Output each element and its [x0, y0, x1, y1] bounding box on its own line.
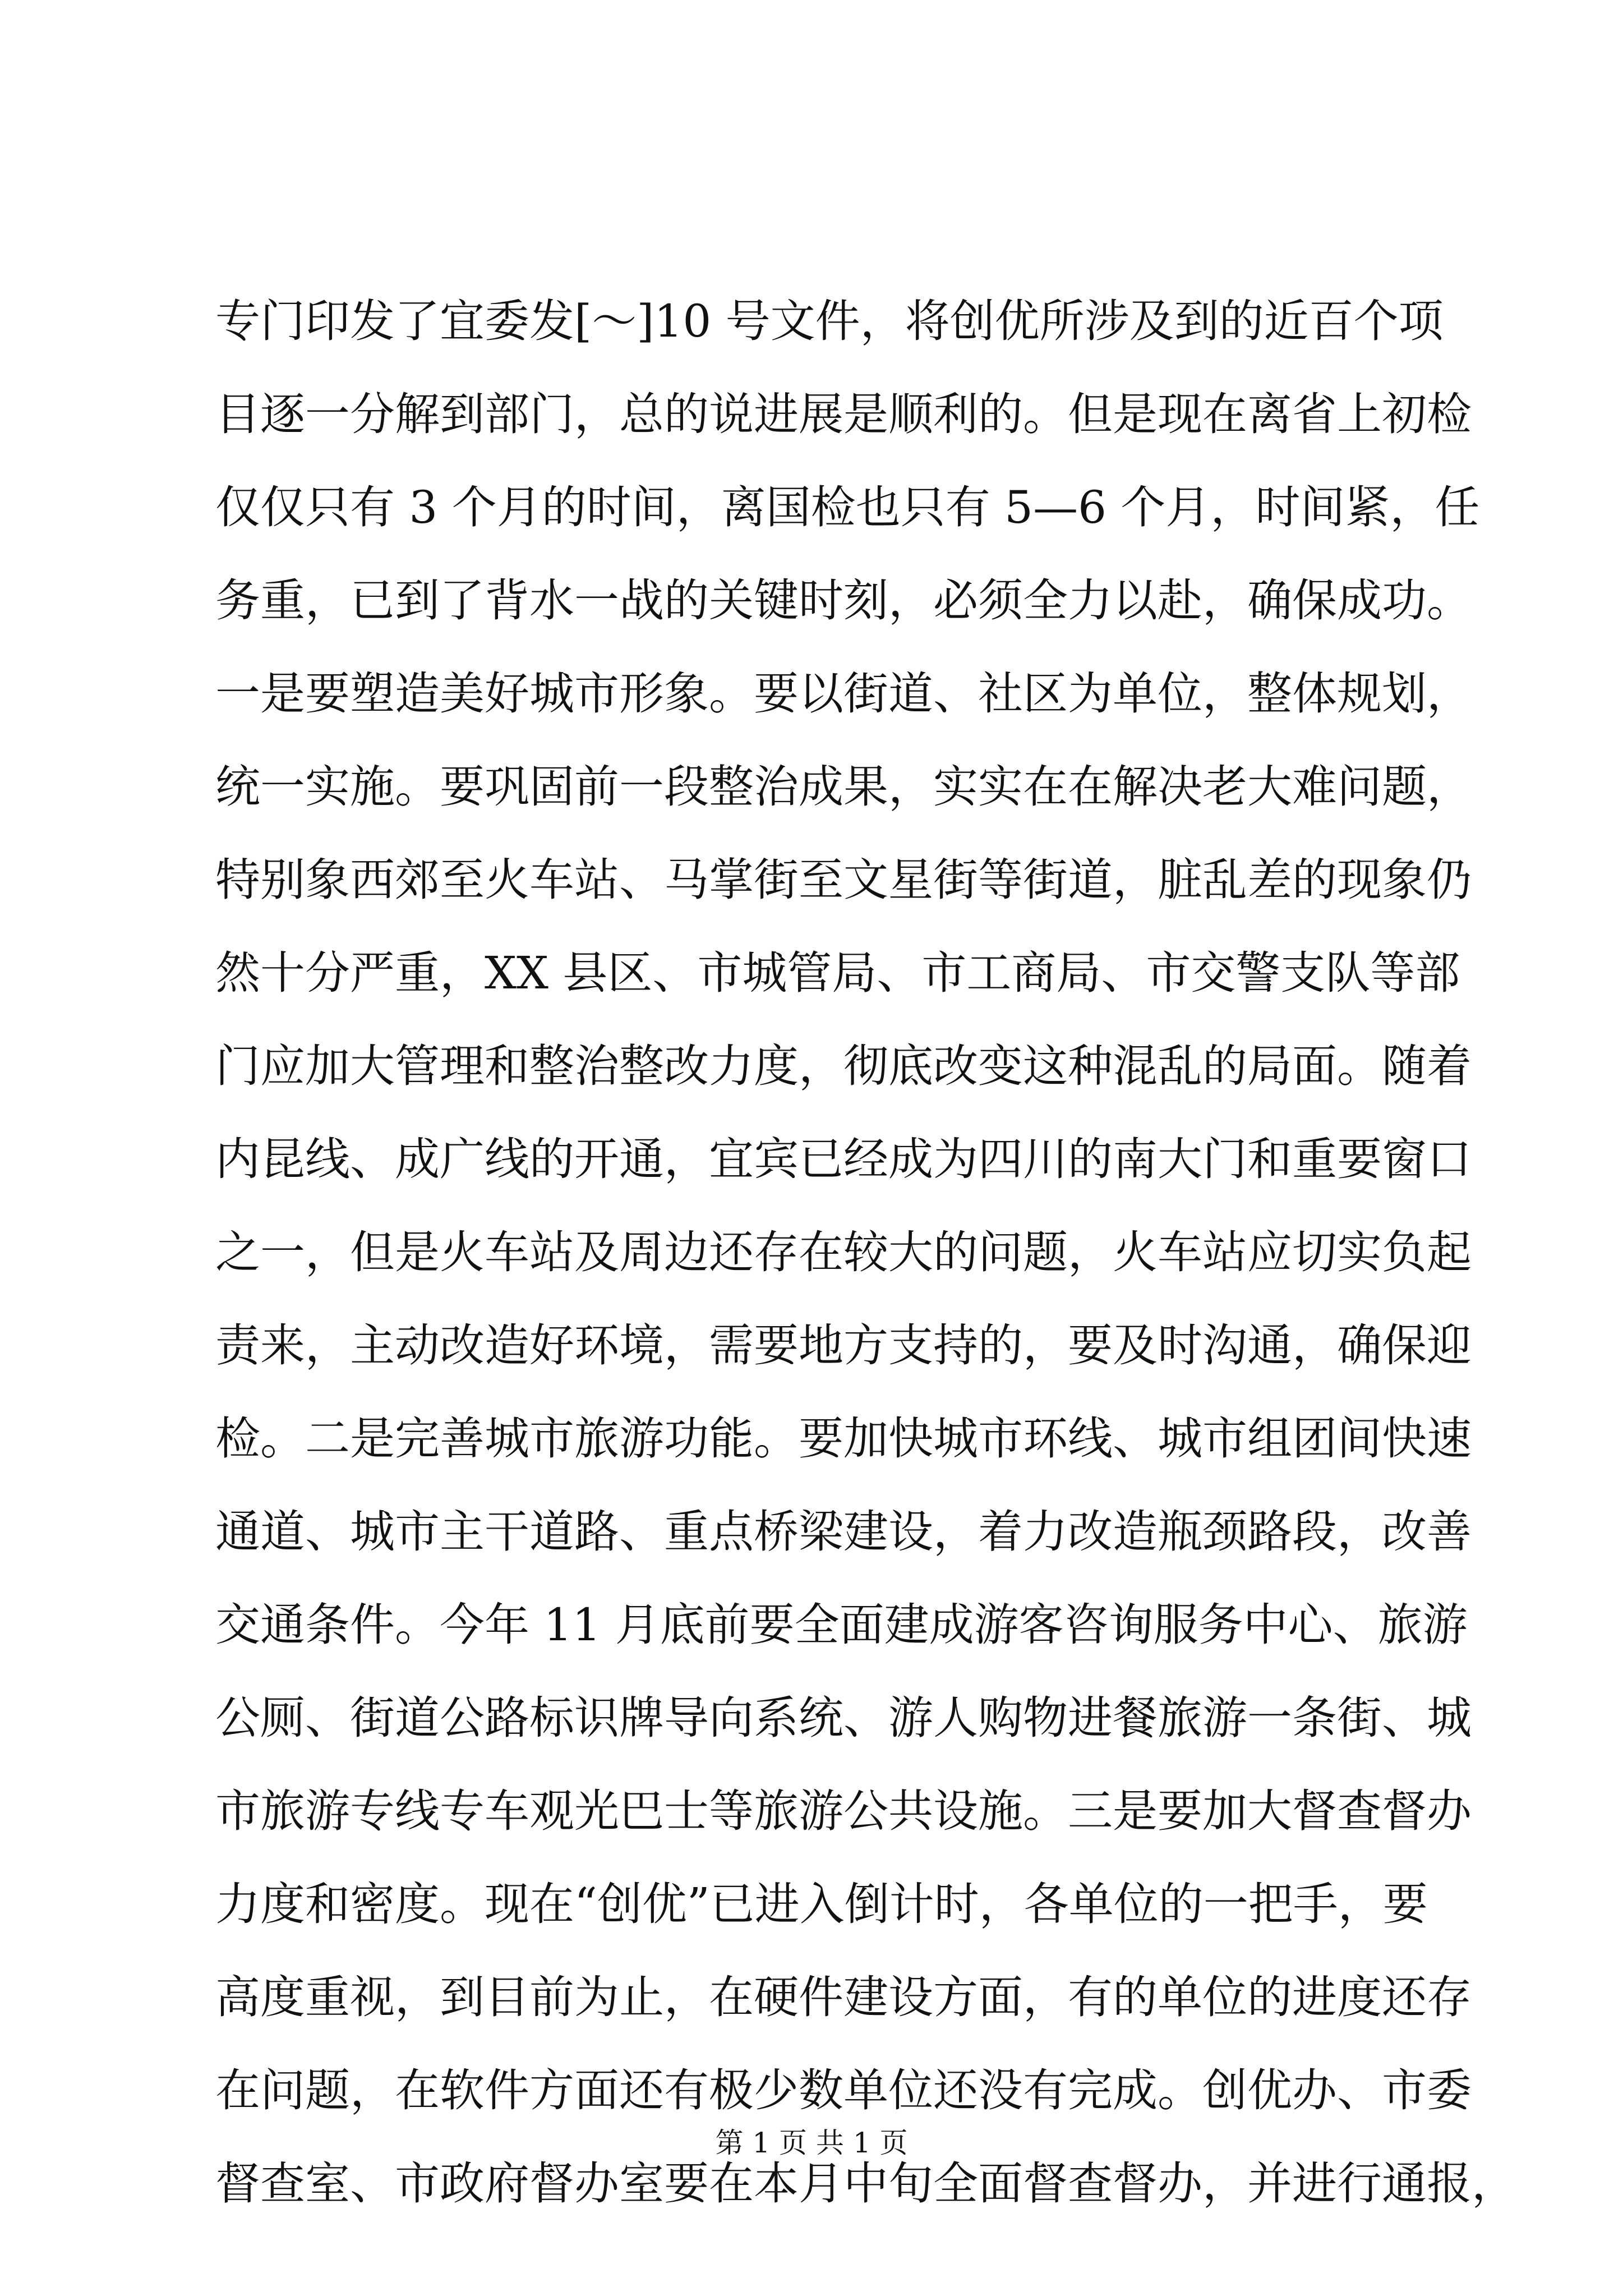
text-line: 专门印发了宜委发[～]10 号文件，将创优所涉及到的近百个项 [215, 295, 1444, 347]
text-line: 力度和密度。现在“创优”已进入倒计时，各单位的一把手，要 [215, 1878, 1428, 1930]
text-line: 交通条件。今年 11 月底前要全面建成游客咨询服务中心、旅游 [215, 1599, 1468, 1651]
text-line: 目逐一分解到部门，总的说进展是顺利的。但是现在离省上初检 [215, 388, 1472, 440]
text-line: 检。二是完善城市旅游功能。要加快城市环线、城市组团间快速 [215, 1412, 1472, 1465]
text-line: 市旅游专线专车观光巴士等旅游公共设施。三是要加大督查督办 [215, 1785, 1472, 1837]
text-line: 统一实施。要巩固前一段整治成果，实实在在解决老大难问题， [215, 761, 1472, 813]
text-line: 责来，主动改造好环境，需要地方支持的，要及时沟通，确保迎 [215, 1319, 1472, 1372]
text-line: 通道、城市主干道路、重点桥梁建设，着力改造瓶颈路段，改善 [215, 1506, 1472, 1558]
text-line: 然十分严重，XX 县区、市城管局、市工商局、市交警支队等部 [215, 947, 1460, 999]
text-line: 特别象西郊至火车站、马掌街至文星街等街道，脏乱差的现象仍 [215, 854, 1472, 906]
page-footer [0, 2126, 1623, 2160]
page-number: 第 1 页 共 1 页 [715, 2127, 908, 2159]
text-line: 高度重视，到目前为止，在硬件建设方面，有的单位的进度还存 [215, 1971, 1472, 2023]
text-line: 门应加大管理和整治整改力度，彻底改变这种混乱的局面。随着 [215, 1040, 1472, 1092]
text-line: 仅仅只有 3 个月的时间，离国检也只有 5—6 个月，时间紧，任 [215, 481, 1480, 533]
text-line: 督查室、市政府督办室要在本月中旬全面督查督办，并进行通报， [215, 2157, 1516, 2210]
body-text [215, 275, 1516, 2230]
text-line: 务重，已到了背水一战的关键时刻，必须全力以赴，确保成功。 [215, 574, 1472, 627]
text-line: 公厕、街道公路标识牌导向系统、游人购物进餐旅游一条街、城 [215, 1692, 1472, 1744]
text-line: 之一，但是火车站及周边还存在较大的问题，火车站应切实负起 [215, 1226, 1472, 1278]
text-line: 在问题，在软件方面还有极少数单位还没有完成。创优办、市委 [215, 2064, 1472, 2116]
text-line: 一是要塑造美好城市形象。要以街道、社区为单位，整体规划， [215, 668, 1472, 720]
text-line: 内昆线、成广线的开通，宜宾已经成为四川的南大门和重要窗口 [215, 1133, 1472, 1185]
